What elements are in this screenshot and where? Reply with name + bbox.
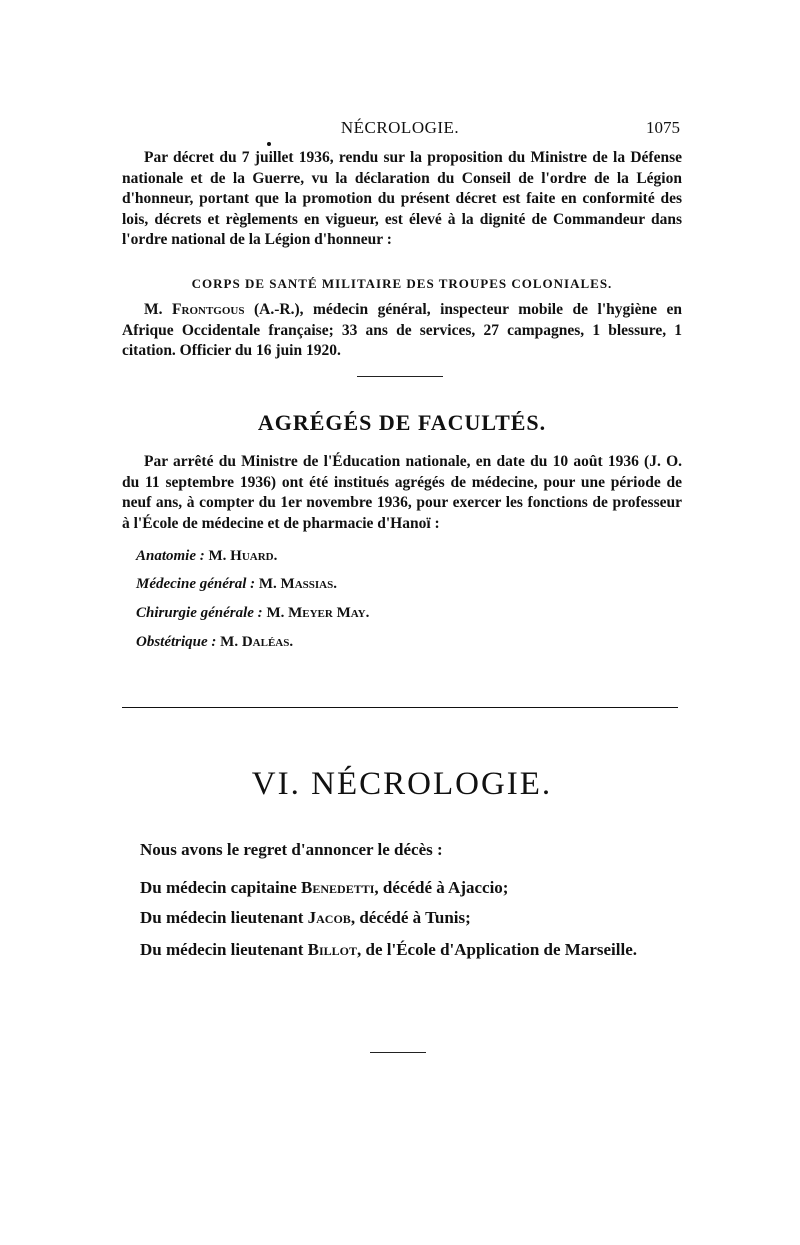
appointment-name: M. Massias. bbox=[258, 576, 337, 592]
ink-dot-mark bbox=[267, 142, 271, 146]
running-title: NÉCROLOGIE. bbox=[340, 118, 460, 137]
appointment-name: M. Daléas. bbox=[220, 634, 294, 650]
agreges-text: Par arrêté du Ministre de l'Éducation nationale, en date du 10 août 1936 (J. O. du 11 septembre 1936) ont été institués agrégés de médecine, pour une période de neuf ans, à compter du 1er novembre 1936, pour exercer les fonctions de professeur à l'École de médecine et de pharmacie d'Hanoï : bbox=[122, 453, 682, 532]
appointment-field: Obstétrique : bbox=[136, 634, 217, 650]
section-divider bbox=[357, 376, 443, 377]
appointment-field: Chirurgie générale : bbox=[136, 605, 263, 621]
death-entry-name: Jacob bbox=[307, 908, 351, 927]
agreges-paragraph bbox=[122, 452, 682, 534]
appointment-item bbox=[136, 576, 337, 593]
death-entry bbox=[140, 908, 471, 928]
death-entry-name: Billot bbox=[307, 940, 357, 959]
appointment-name: M. Meyer May. bbox=[266, 605, 370, 621]
decret-text: Par décret du 7 juillet 1936, rendu sur la proposition du Ministre de la Défense nationale et de la Guerre, vu la déclaration du Conseil de l'ordre de la Légion d'honneur, portant que la promotion du présent décret est faite en conformité des lois, décrets et règlements en vigueur, est élevé à la dignité de Commandeur dans l'ordre national de la Légion d'honneur : bbox=[122, 149, 682, 249]
death-entry-after: , décédé à Tunis; bbox=[350, 908, 471, 927]
necrologie-heading: VI. NÉCROLOGIE. bbox=[251, 766, 553, 802]
appointment-name: M. Huard. bbox=[208, 548, 278, 564]
appointment-field: Anatomie : bbox=[136, 548, 205, 564]
running-head bbox=[120, 118, 680, 140]
corps-name-prefix: M. bbox=[144, 301, 173, 318]
corps-name: Frontgous bbox=[172, 301, 245, 318]
death-entry-after: , de l'École d'Application de Marseille. bbox=[357, 940, 638, 959]
death-entry-name: Benedetti bbox=[301, 878, 375, 897]
appointment-item bbox=[136, 548, 277, 565]
appointment-item bbox=[136, 634, 293, 651]
decret-paragraph bbox=[122, 148, 682, 251]
agreges-heading: AGRÉGÉS DE FACULTÉS. bbox=[257, 410, 547, 435]
necrologie-intro: Nous avons le regret d'annoncer le décès : bbox=[140, 840, 443, 859]
end-divider bbox=[370, 1052, 426, 1053]
page-number: 1075 bbox=[646, 118, 680, 137]
corps-heading: CORPS DE SANTÉ MILITAIRE DES TROUPES COLONIALES. bbox=[191, 276, 613, 291]
death-entry-after: , décédé à Ajaccio; bbox=[374, 878, 509, 897]
appointment-item bbox=[136, 605, 369, 622]
death-entry bbox=[140, 878, 508, 898]
section-rule bbox=[122, 707, 678, 708]
corps-paragraph bbox=[122, 300, 682, 362]
appointment-field: Médecine général : bbox=[136, 576, 256, 592]
corps-text: (A.-R.), médecin général, inspecteur mobile de l'hygiène en Afrique Occidentale française; 33 ans de services, 27 campagnes, 1 blessure, 1 citation. Officier du 16 juin 1920. bbox=[122, 301, 682, 360]
death-entry-before: Du médecin lieutenant bbox=[140, 908, 308, 927]
death-entry bbox=[140, 940, 637, 960]
death-entry-before: Du médecin capitaine bbox=[140, 878, 302, 897]
death-entry-before: Du médecin lieutenant bbox=[140, 940, 308, 959]
